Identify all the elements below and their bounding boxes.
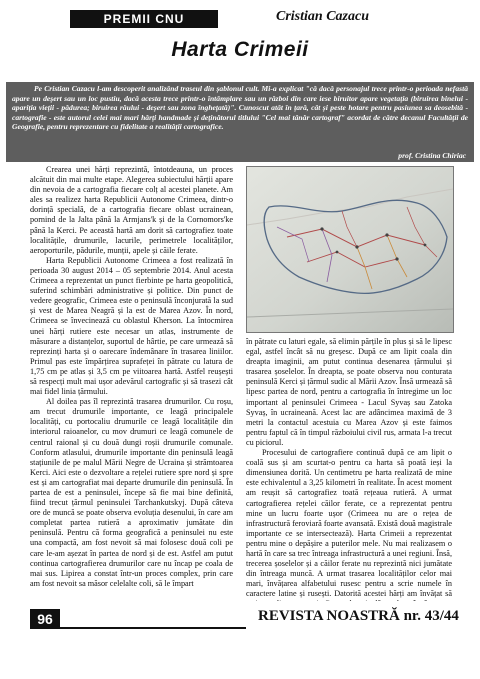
- paragraph: în pătrate cu laturi egale, să elimin părțile în plus și să le lipesc egal, astfel încât să nu greșesc. După ce am lipit coala din dreapta imaginii, am putut continua desenarea țărmului și trasarea șoselelor. În dreapta, se poate observa nou conturata peninsulă Kerci și țărmul sudic al Mării Azov. Însă urmează să lipesc partea de nord, pentru a cartografia în întregime un loc important al peninsulei Crimeea - Lacul Syvaș sau Zatoka Syvaș, în ucraineană. Acest lac are adâncimea maximă de 3 metri la contactul acestuia cu Marea Azov și este faimos pentru faptul că în timpul războiului civil rus, armata l-a trecut cu piciorul.: [246, 337, 452, 447]
- top-bar: [0, 6, 480, 30]
- map-drawing-image: [247, 167, 453, 332]
- intro-box: [6, 82, 474, 162]
- footer: [0, 609, 480, 631]
- paragraph: Procesului de cartografiere continuă după ce am lipit o coală sus și am scurtat-o pentru ca harta să poată ieși la dimensiunea dorită. Un centimetru pe harta realizată de mine este echivalentul a 3,25 kilometri în realitate. În acest moment am reușit să cartografiez toată rețeaua rutieră. A urmat cartografierea rețelei căilor ferate, ce a reprezentat pentru mine un lucru foarte ușor (Crimeea nu are o rețea de infrastructură feroviară foarte avansată. Există două magistrale importante ce se intersectează). Harta Crimeii a reprezentat pentru mine o depășire a puterilor mele. Nu mai realizasem o hartă în care sa trec întreaga infrastructură a unei regiuni. Însă, trecerea șoselelor și a căilor ferate nu reprezintă nici jumătate din întreaga muncă. A urmat trasarea localităților celor mai mari, învățarea alfabetului rusesc pentru a scrie numele în caractere latine și rusești. Datorită acestei hărți am învățat să: [246, 448, 452, 599]
- paragraph: Al doilea pas îl reprezintă trasarea drumurilor. Cu roșu, am trecut drumurile importante, ce leagă principalele localități, cu portocaliu drumurile ce leagă localitățile din interiorul raioanelor, cu mov drumuri ce leagă comunele de centrul raional și cu două dungi roșii drumurile comunale. Conform atlasului, drumurile importante din peninsulă leagă stațiunile de pe malul Mării Negre de Ucraina și strămtoarea Kerci. Aici este o dezvoltare a rețelei rutiere spre nord și spre est și am cartografiat mai departe drumurile din peninsulă. În partea de est a peninsulei, începe să fie mai bine definită, fiind trecut țărmul peninsulei Tarchankutskyj. După câteva ore de muncă se poate observa evoluția desenului, în care am completat partea rutieră a aproximativ jumătate din peninsulă. Pentru că forma geografică a peninsulei nu este una compactă, am fost nevoit să mai folosesc două coli pe care le-am așezat în partea de nord și de est. Astfel am putut continua cartografierea drumurilor care nu încap pe coala de mai sus. Lipirea a constat într-un proces complex, prin care am fost nevoit sa măsor celelalte coli, să le împart: [30, 397, 233, 588]
- left-column: [30, 165, 233, 601]
- article-title: Harta Crimeii: [171, 38, 309, 61]
- crimea-map-photo: [246, 166, 454, 333]
- footer-rule: [60, 627, 246, 629]
- right-column: [246, 337, 452, 601]
- page-number: 96: [30, 609, 60, 629]
- paragraph: Harta Republicii Autonome Crimeea a fost realizată în perioada 30 august 2014 – 05 septembrie 2014. Anul acesta Crimeea a reprezentat un punct fierbinte pe harta geopolitică, suferind schimbări administrative și politice. Din punct de vedere geografic, Crimeea este o peninsulă înconjurată la sud și vest de Marea Neagră și la est de Marea Azov. În nord, Crimeea se învecinează cu oblastul Kherson. La întocmirea unei hărți rutiere este necesar un atlas, instrumente de măsurare a distanțelor, suportul de hârtie, pe care urmează să reprezinți harta și o oarecare îndemânare în trasarea liniilor. Primul pas este împărțirea suprafeței în pătrate cu latura de 1,75 cm pe atlas și 3,5 cm pe viitoarea hartă. Astfel reușești să respecți mult mai ușor adevărul cartografic și să trasezi cât mai fidel linia țărmului.: [30, 255, 233, 397]
- intro-text: Pe Cristian Cazacu l-am descoperit analizând traseul din șablonul cult. Mi-a explicat "că dacă personajul trece printr-o perioada nefastă apare un deșert sau un loc pustiu, dacă acesta trece printr-o întâmplare sau un război din care iese biruitor apare vegetația (biruirea binelui - apariția vieții - pădurea; biruirea răului - deșert sau zona înghețată)". Cunoscut atât în țară, cât și peste hotare pentru pasiunea sa deosebită - cartografie - este autorul celei mai mari hărți handmade și deținătorul titlului "Cel mai tânăr cartograf" acordat de către decanul Facultății de Geografie, pentru reprezentare cu fidelitate a realității cartografice.: [12, 84, 468, 132]
- paragraph: Crearea unei hărți reprezintă, întotdeauna, un proces alcătuit din mai multe etape. Alegerea subiectului hărții apare din nevoia de a cartografia fiecare colț al acestei planete. Am ales sa realizez harta Republicii Autonome Crimeea, dintr-o dorință specială, de a cartografia fiecare oblast ucrainean, pornind de la Jalta până la Armjans'k și de la Cornomors'ke până la Kerci. Pe această hartă am dorit să cartografiez toate localitățile, drumurile, lacurile, perimetrele localităților, aeroporturile, pădurile, munții, apele și căile ferate.: [30, 165, 233, 255]
- intro-signature: prof. Cristina Chiriac: [398, 151, 466, 160]
- author-name: Cristian Cazacu: [276, 9, 369, 24]
- section-tag: PREMII CNU: [70, 10, 218, 28]
- journal-name: REVISTA NOASTRĂ nr. 43/44: [258, 608, 459, 624]
